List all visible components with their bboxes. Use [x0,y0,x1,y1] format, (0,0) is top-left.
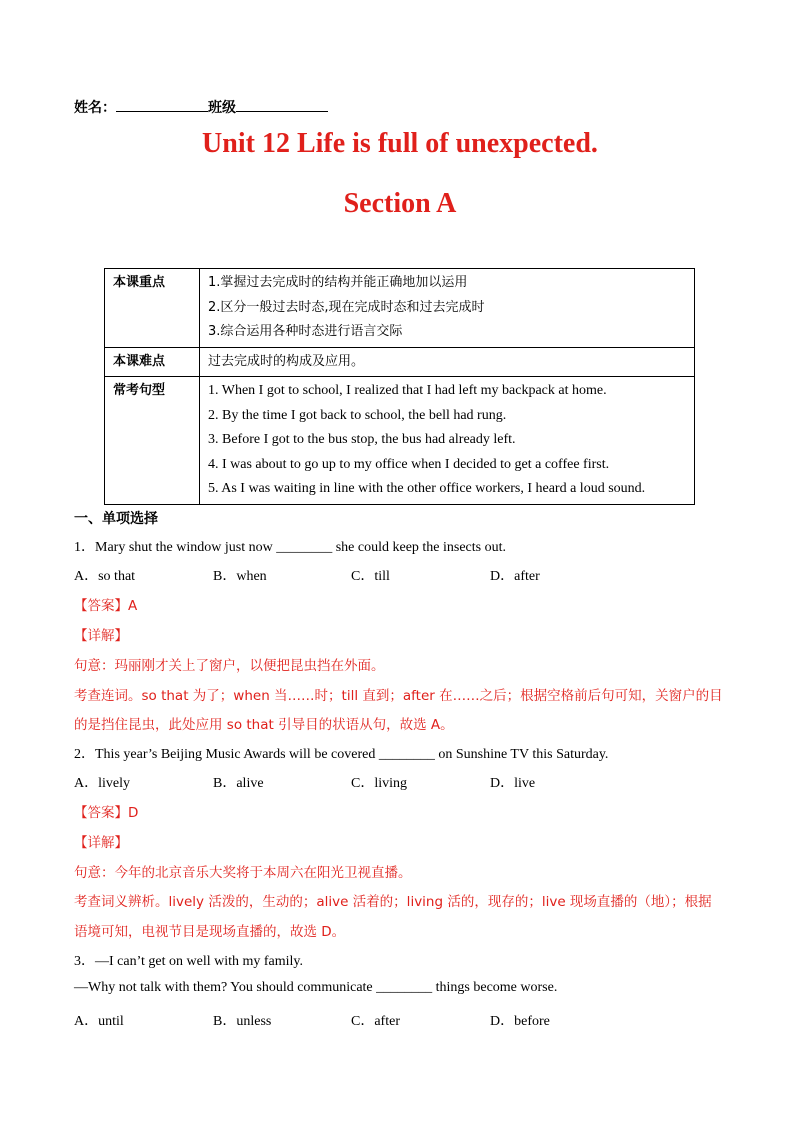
student-info-line [74,97,328,117]
option-d[interactable]: D．live [490,776,536,791]
question-stem: 3．—I can’t get on well with my family. [74,954,304,969]
sentence-line: 4. I was about to go up to my office when I decided to get a coffee first. [208,456,610,472]
option-b[interactable]: B．when [213,569,267,584]
objective-content [200,347,695,377]
detail-label: 【详解】 [74,628,128,644]
sentence-meaning: 句意：今年的北京音乐大奖将于本周六在阳光卫视直播。 [74,865,412,881]
objective-content [200,269,695,348]
objective-content [200,377,695,505]
question-stem: 1．Mary shut the window just now ________ she could keep the insects out. [74,540,507,555]
analysis-line: 语境可知，电视节目是现场直播的，故选 D。 [74,924,346,940]
class-label: 班级 [208,100,236,116]
sentence-line: 1. When I got to school, I realized that I had left my backpack at home. [208,383,607,398]
answer-label: 【答案】D [74,805,139,821]
analysis-line: 考查连词。so that 为了；when 当……时；till 直到；after 在……之后；根据空格前后句可知，关窗户的目 [74,688,723,704]
option-c[interactable]: C．living [351,776,408,791]
question-stem: 2．This year’s Beijing Music Awards will be covered ________ on Sunshine TV this Saturday. [74,747,609,762]
sentence-line: 2. By the time I got back to school, the bell had rung. [208,407,507,423]
objective-key: 常考句型 [105,377,200,505]
option-c[interactable]: C．after [351,1014,400,1029]
class-blank[interactable] [236,97,328,112]
objective-key: 本课重点 [105,269,200,348]
question-stem-continued: —Why not talk with them? You should communicate ________ things become worse. [74,980,558,995]
detail-label: 【详解】 [74,835,128,851]
option-a[interactable]: A．until [74,1014,124,1029]
name-blank[interactable] [116,97,208,112]
objective-key: 本课难点 [105,347,200,377]
objective-line: 过去完成时的构成及应用。 [208,353,365,369]
section-title: Section A [343,188,457,219]
sentence-line: 3. Before I got to the bus stop, the bus had already left. [208,432,516,447]
option-b[interactable]: B．unless [213,1014,272,1029]
objective-row-key-points [105,269,695,348]
option-a[interactable]: A．so that [74,569,136,584]
analysis-line: 的是挡住昆虫，此处应用 so that 引导目的状语从句，故选 A。 [74,717,454,733]
objective-line: 2.区分一般过去时态,现在完成时态和过去完成时 [208,299,485,315]
analysis-line: 考查词义辨析。lively 活泼的，生动的；alive 活着的；living 活的，现存的；live 现场直播的（地）；根据 [74,894,712,910]
objectives-table [104,268,695,505]
sentence-meaning: 句意：玛丽刚才关上了窗户，以便把昆虫挡在外面。 [74,658,385,674]
answer-label: 【答案】A [74,598,138,614]
name-label: 姓名： [74,100,116,116]
sentence-line: 5. As I was waiting in line with the other office workers, I heard a loud sound. [208,481,646,496]
option-d[interactable]: D．before [490,1014,550,1029]
unit-title: Unit 12 Life is full of unexpected. [202,128,598,159]
objective-row-difficulty [105,347,695,377]
objective-line: 3.综合运用各种时态进行语言交际 [208,324,403,339]
objective-line: 1.掌握过去完成时的结构并能正确地加以运用 [208,275,468,290]
objective-row-sentences [105,377,695,505]
option-c[interactable]: C．till [351,569,390,584]
option-d[interactable]: D．after [490,569,540,584]
option-b[interactable]: B．alive [213,776,264,791]
option-a[interactable]: A．lively [74,776,130,791]
exercise-section-heading: 一、单项选择 [74,511,158,527]
